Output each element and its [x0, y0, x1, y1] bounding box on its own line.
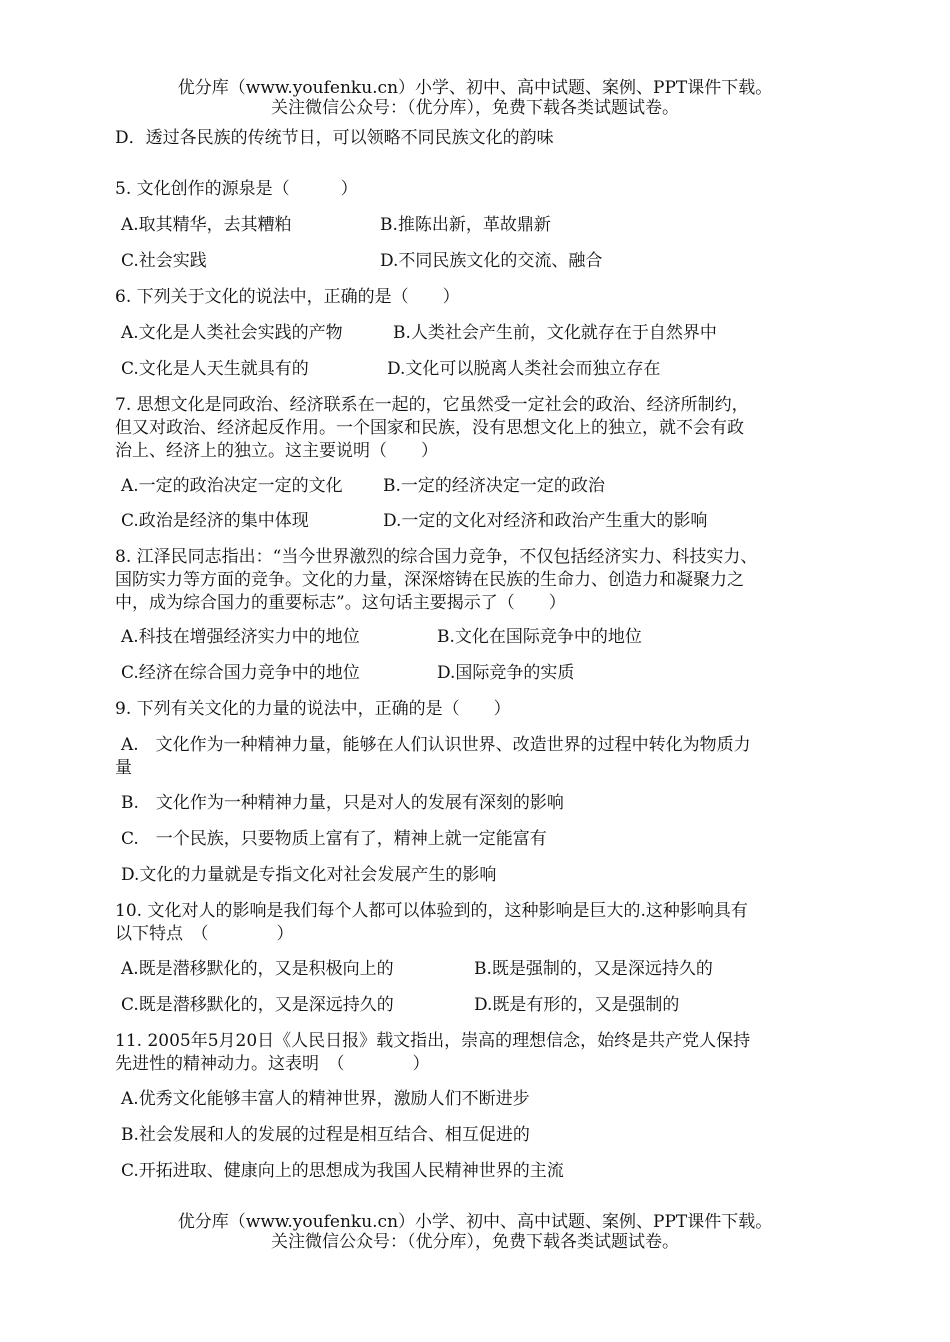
question-10-option-d: D.既是有形的，又是强制的 — [474, 995, 680, 1015]
question-6-option-b: B.人类社会产生前，文化就存在于自然界中 — [393, 323, 717, 343]
question-8-stem-line-1: 8. 江泽民同志指出：“当今世界激烈的综合国力竞争，不仅包括经济实力、科技实力、 — [115, 547, 758, 567]
question-10-stem-line-2: 以下特点 （ ） — [115, 924, 294, 944]
question-9-option-c: C. 一个民族，只要物质上富有了，精神上就一定能富有 — [121, 829, 547, 849]
question-7-option-d: D.一定的文化对经济和政治产生重大的影响 — [383, 511, 708, 531]
question-11-stem-line-1: 11. 2005年5月20日《人民日报》载文指出，崇高的理想信念，始终是共产党人保持 — [115, 1031, 751, 1051]
question-10-stem-line-1: 10. 文化对人的影响是我们每个人都可以体验到的，这种影响是巨大的.这种影响具有 — [115, 901, 748, 921]
question-6-stem: 6. 下列关于文化的说法中，正确的是（ ） — [115, 287, 460, 307]
header-line-1: 优分库（www.youfenku.cn）小学、初中、高中试题、案例、PPT课件下载。 — [177, 78, 773, 98]
question-11-stem-line-2: 先进性的精神动力。这表明 （ ） — [115, 1054, 430, 1074]
question-7-option-a: A.一定的政治决定一定的文化 — [121, 476, 343, 496]
question-6-option-c: C.文化是人天生就具有的 — [121, 359, 309, 379]
question-7-option-b: B.一定的经济决定一定的政治 — [383, 476, 605, 496]
question-10-option-b: B.既是强制的，又是深远持久的 — [474, 959, 713, 979]
question-8-option-c: C.经济在综合国力竞争中的地位 — [121, 663, 360, 683]
question-5-option-d: D.不同民族文化的交流、融合 — [380, 251, 603, 271]
question-8-stem-line-3: 中，成为综合国力的重要标志”。这句话主要揭示了（ ） — [115, 593, 566, 613]
question-11-option-c: C.开拓进取、健康向上的思想成为我国人民精神世界的主流 — [121, 1161, 564, 1181]
question-9-option-d: D.文化的力量就是专指文化对社会发展产生的影响 — [121, 865, 497, 885]
question-10-option-c: C.既是潜移默化的，又是深远持久的 — [121, 995, 394, 1015]
question-7-option-c: C.政治是经济的集中体现 — [121, 511, 309, 531]
question-7-stem-line-2: 但又对政治、经济起反作用。一个国家和民族，没有思想文化上的独立，就不会有政 — [115, 418, 744, 438]
question-7-stem-line-3: 治上、经济上的独立。这主要说明（ ） — [115, 441, 438, 461]
question-8-option-d: D.国际竞争的实质 — [437, 663, 575, 683]
question-11-option-a: A.优秀文化能够丰富人的精神世界，激励人们不断进步 — [121, 1089, 530, 1109]
question-11-option-b: B.社会发展和人的发展的过程是相互结合、相互促进的 — [121, 1125, 530, 1145]
footer-line-1: 优分库（www.youfenku.cn）小学、初中、高中试题、案例、PPT课件下载。 — [177, 1212, 773, 1232]
question-6-option-d: D.文化可以脱离人类社会而独立存在 — [387, 359, 661, 379]
question-5-option-a: A.取其精华，去其糟粕 — [121, 215, 292, 235]
question-7-stem-line-1: 7. 思想文化是同政治、经济联系在一起的，它虽然受一定社会的政治、经济所制约， — [115, 395, 749, 415]
question-9-option-a-line-2: 量 — [115, 758, 132, 778]
question-9-option-a-line-1: A. 文化作为一种精神力量，能够在人们认识世界、改造世界的过程中转化为物质力 — [121, 735, 751, 755]
question-8-stem-line-2: 国防实力等方面的竞争。文化的力量，深深熔铸在民族的生命力、创造力和凝聚力之 — [115, 570, 744, 590]
question-9-stem: 9. 下列有关文化的力量的说法中，正确的是（ ） — [115, 699, 511, 719]
question-9-option-b: B. 文化作为一种精神力量，只是对人的发展有深刻的影响 — [121, 793, 564, 813]
question-6-option-a: A.文化是人类社会实践的产物 — [121, 323, 343, 343]
question-8-option-b: B.文化在国际竞争中的地位 — [437, 627, 642, 647]
question-10-option-a: A.既是潜移默化的，又是积极向上的 — [121, 959, 394, 979]
previous-question-option-d: D．透过各民族的传统节日，可以领略不同民族文化的韵味 — [115, 128, 554, 148]
header-line-2: 关注微信公众号：（优分库），免费下载各类试题试卷。 — [271, 98, 679, 118]
question-8-option-a: A.科技在增强经济实力中的地位 — [121, 627, 360, 647]
question-5-option-b: B.推陈出新，革故鼎新 — [380, 215, 551, 235]
question-5-option-c: C.社会实践 — [121, 251, 207, 271]
question-5-stem: 5. 文化创作的源泉是（ ） — [115, 179, 358, 199]
footer-line-2: 关注微信公众号：（优分库），免费下载各类试题试卷。 — [271, 1232, 679, 1252]
